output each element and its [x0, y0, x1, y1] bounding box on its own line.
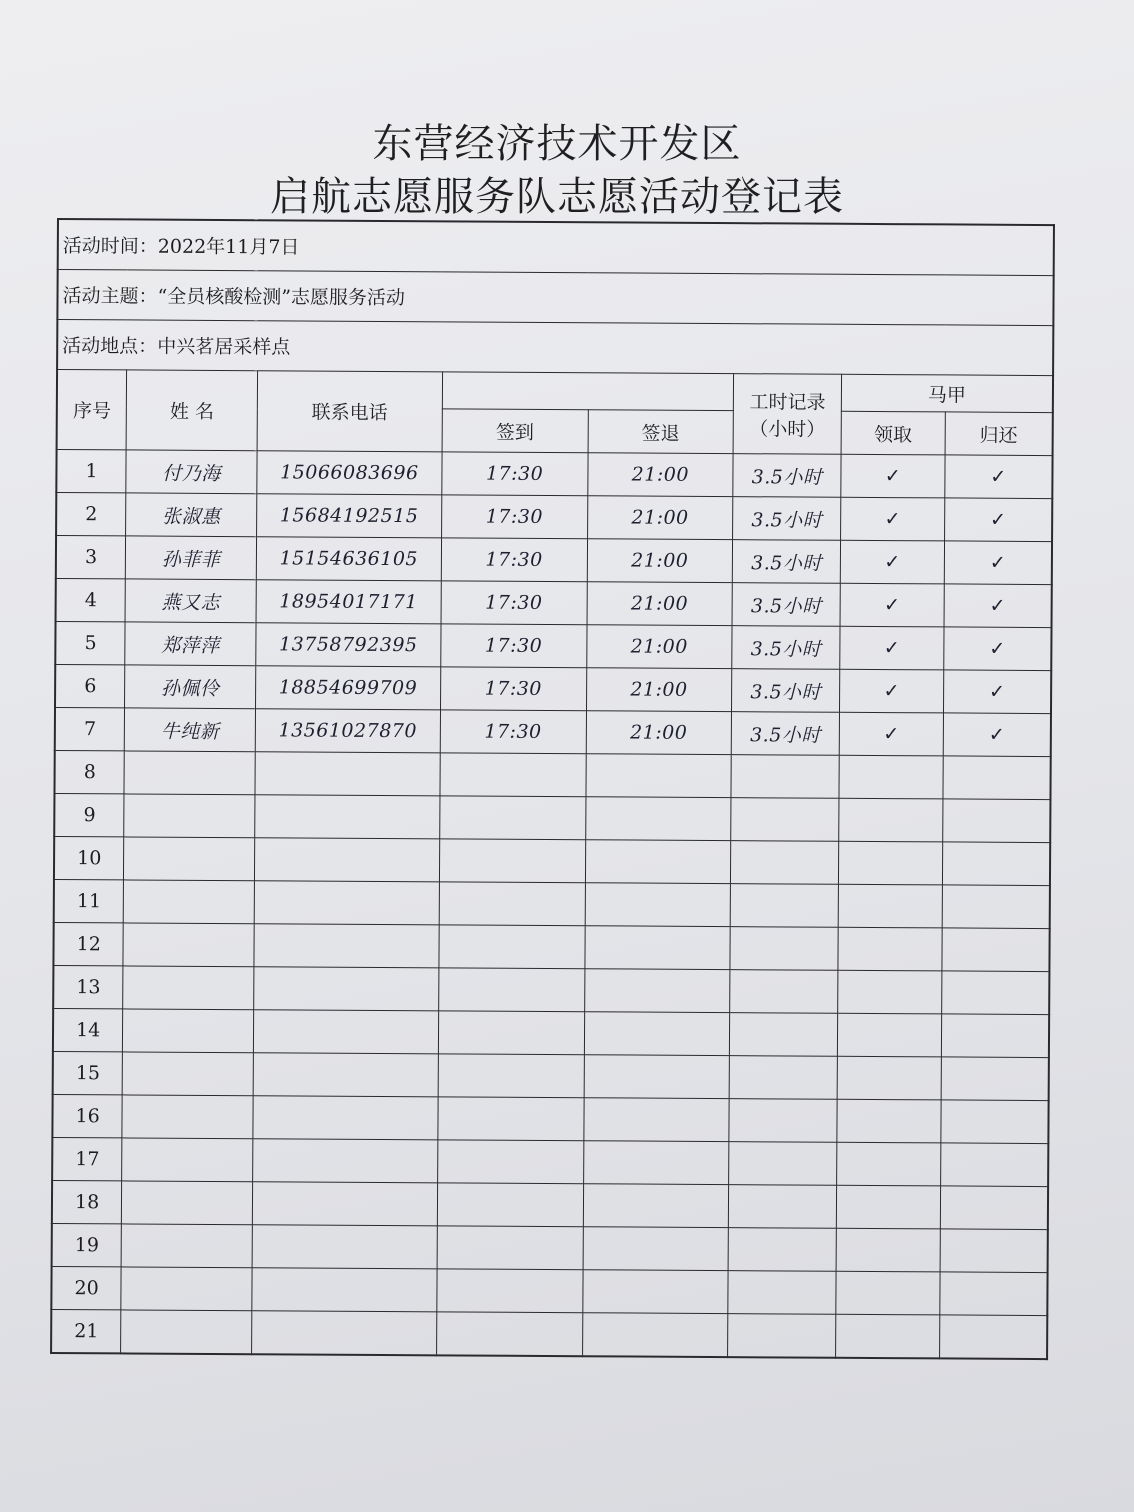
row-sign-out: 21:00: [587, 453, 733, 497]
row-seq: 12: [53, 922, 123, 965]
row-hours: [730, 884, 838, 928]
row-sign-out: 21:00: [586, 625, 732, 669]
row-return: [941, 971, 1049, 1015]
row-seq: 13: [53, 965, 123, 1008]
table-row: [53, 965, 1049, 1014]
row-seq: 8: [54, 750, 124, 793]
header-receive: 领取: [841, 411, 945, 455]
row-sign-in: 17:30: [440, 710, 586, 754]
row-sign-out: [584, 1012, 730, 1056]
row-hours: 3.5小时: [732, 583, 840, 627]
row-sign-in: [437, 1140, 583, 1184]
header-vest: 马甲: [841, 374, 1053, 412]
activity-time-value: 2022年11月7日: [157, 235, 300, 259]
row-return: [941, 1014, 1049, 1058]
table-row: [53, 922, 1049, 971]
row-seq: 17: [52, 1137, 122, 1180]
row-receive: [837, 1056, 941, 1100]
row-seq: 19: [52, 1223, 122, 1266]
row-hours: [728, 1314, 836, 1358]
header-hours-label: 工时记录: [749, 390, 826, 414]
row-return: [940, 1186, 1048, 1230]
table-row: [54, 879, 1050, 928]
row-hours: [729, 1056, 837, 1100]
row-sign-in: 17:30: [441, 538, 587, 582]
row-seq: 7: [55, 707, 125, 750]
row-sign-out: 21:00: [587, 582, 733, 626]
row-hours: 3.5小时: [731, 712, 839, 756]
row-phone: 13561027870: [255, 709, 440, 753]
row-phone: [252, 1182, 437, 1226]
row-sign-out: [584, 1055, 730, 1099]
row-seq: 20: [51, 1266, 121, 1309]
row-receive: [838, 884, 942, 928]
row-hours: 3.5小时: [732, 669, 840, 713]
row-sign-out: 21:00: [586, 668, 732, 712]
row-return: [941, 1100, 1049, 1144]
table-row: [52, 1137, 1048, 1186]
row-phone: [252, 1225, 437, 1269]
row-sign-in: 17:30: [440, 667, 586, 711]
form-title-line1: 东营经济技术开发区: [372, 121, 742, 167]
row-sign-in: [436, 1312, 582, 1356]
row-receive: ✓: [841, 497, 945, 541]
row-name: [123, 923, 254, 967]
row-hours: 3.5小时: [732, 626, 840, 670]
row-sign-in: 17:30: [441, 495, 587, 539]
activity-place-label: 活动地点：: [62, 335, 158, 358]
row-phone: [252, 1311, 437, 1356]
row-receive: ✓: [840, 540, 944, 584]
row-name: [124, 751, 255, 795]
row-hours: [728, 1271, 836, 1315]
row-receive: [837, 1099, 941, 1143]
row-hours: 3.5小时: [733, 540, 841, 584]
row-sign-in: [440, 753, 586, 797]
row-name: [122, 1095, 253, 1139]
activity-place-cell: [57, 320, 1053, 376]
activity-time-label: 活动时间：: [62, 235, 158, 258]
row-hours: 3.5小时: [733, 454, 841, 498]
row-receive: [836, 1228, 940, 1272]
row-seq: 18: [52, 1180, 122, 1223]
row-return: [943, 756, 1051, 800]
row-name: 孙菲菲: [126, 536, 257, 580]
row-hours: 3.5小时: [733, 497, 841, 541]
row-return: [942, 885, 1050, 929]
row-seq: 2: [56, 493, 126, 536]
row-sign-out: [584, 969, 730, 1013]
row-phone: 15154636105: [256, 537, 441, 581]
header-sign-in: 签到: [442, 409, 588, 453]
row-sign-in: [437, 1183, 583, 1227]
table-row: [54, 836, 1050, 885]
row-name: 郑萍萍: [125, 622, 256, 666]
row-seq: 4: [56, 578, 126, 621]
row-sign-out: [585, 797, 731, 841]
row-receive: [838, 970, 942, 1014]
row-seq: 14: [53, 1008, 123, 1051]
table-row: [56, 578, 1052, 627]
table-row: [54, 750, 1050, 799]
row-sign-in: [438, 1011, 584, 1055]
header-hours: [733, 374, 841, 455]
row-return: [942, 928, 1050, 972]
row-name: [124, 794, 255, 838]
table-row: [53, 1051, 1049, 1100]
row-return: ✓: [943, 713, 1051, 757]
header-sign-out: 签退: [588, 410, 734, 454]
row-seq: 6: [55, 664, 125, 707]
row-receive: [837, 1142, 941, 1186]
row-name: [123, 1009, 254, 1053]
row-hours: [729, 1142, 837, 1186]
table-row: [52, 1180, 1048, 1229]
table-row: [55, 664, 1051, 713]
row-name: 付乃海: [126, 450, 257, 494]
row-name: [122, 1181, 253, 1225]
row-sign-in: [439, 925, 585, 969]
row-sign-in: [440, 796, 586, 840]
row-receive: [839, 798, 943, 842]
registration-table: [50, 218, 1055, 1360]
header-sign-group: [442, 372, 734, 411]
row-sign-out: [583, 1227, 729, 1271]
row-receive: ✓: [840, 583, 944, 627]
row-return: [941, 1057, 1049, 1101]
table-row: [56, 450, 1052, 499]
row-sign-in: [439, 882, 585, 926]
row-sign-in: 17:30: [442, 452, 588, 496]
row-seq: 16: [52, 1094, 122, 1137]
header-seq: 序号: [57, 370, 127, 450]
activity-theme-value: “全员核酸检测”志愿服务活动: [157, 285, 406, 310]
row-name: [121, 1310, 252, 1354]
row-receive: [837, 1013, 941, 1057]
row-name: [122, 1138, 253, 1182]
row-phone: 18954017171: [256, 580, 441, 624]
row-phone: [252, 1268, 437, 1312]
table-row: [52, 1223, 1048, 1272]
row-name: 牛纯新: [125, 708, 256, 752]
row-phone: 15066083696: [257, 451, 442, 495]
row-name: 孙佩伶: [125, 665, 256, 709]
row-phone: 18854699709: [255, 666, 440, 710]
row-receive: [838, 927, 942, 971]
row-sign-in: [437, 1226, 583, 1270]
table-row: [55, 621, 1051, 670]
header-name: 姓 名: [126, 370, 257, 451]
activity-place-value: 中兴茗居采样点: [157, 335, 291, 359]
row-sign-out: [583, 1141, 729, 1185]
activity-theme-label: 活动主题：: [62, 285, 158, 308]
row-sign-in: [438, 968, 584, 1012]
row-return: ✓: [945, 455, 1053, 499]
row-sign-out: [584, 926, 730, 970]
table-row: [55, 707, 1051, 756]
row-sign-in: [437, 1269, 583, 1313]
row-sign-out: [583, 1184, 729, 1228]
header-return: 归还: [945, 412, 1053, 456]
table-row: [51, 1309, 1047, 1359]
row-phone: 15684192515: [257, 494, 442, 538]
row-sign-out: 21:00: [586, 711, 732, 755]
row-name: [124, 837, 255, 881]
row-phone: [254, 838, 439, 882]
row-return: ✓: [944, 541, 1052, 585]
row-return: ✓: [944, 584, 1052, 628]
row-sign-in: [439, 839, 585, 883]
row-name: [121, 1224, 252, 1268]
row-receive: [836, 1185, 940, 1229]
row-name: [124, 880, 255, 924]
row-sign-out: [585, 840, 731, 884]
row-return: [942, 842, 1050, 886]
row-receive: [839, 755, 943, 799]
row-return: ✓: [943, 627, 1051, 671]
row-receive: [836, 1271, 940, 1315]
row-sign-out: 21:00: [587, 539, 733, 583]
header-hours-unit: （小时）: [749, 417, 826, 441]
row-phone: [254, 967, 439, 1011]
row-return: [940, 1143, 1048, 1187]
row-seq: 1: [56, 450, 126, 493]
row-seq: 11: [54, 879, 124, 922]
table-row: [56, 536, 1052, 585]
row-phone: [253, 1096, 438, 1140]
row-name: [123, 966, 254, 1010]
row-name: [122, 1052, 253, 1096]
row-hours: [730, 1013, 838, 1057]
activity-theme-cell: [57, 270, 1053, 326]
row-sign-out: [583, 1098, 729, 1142]
row-sign-out: [585, 883, 731, 927]
row-return: [942, 799, 1050, 843]
row-hours: [729, 1185, 837, 1229]
header-phone: 联系电话: [257, 371, 442, 452]
row-receive: [836, 1314, 940, 1358]
row-receive: ✓: [840, 626, 944, 670]
row-hours: [731, 841, 839, 885]
row-seq: 15: [53, 1051, 123, 1094]
table-row: [52, 1094, 1048, 1143]
row-phone: [254, 924, 439, 968]
row-receive: ✓: [841, 454, 945, 498]
row-name: 燕又志: [125, 579, 256, 623]
row-sign-in: 17:30: [441, 581, 587, 625]
row-sign-in: [438, 1054, 584, 1098]
row-phone: [254, 881, 439, 925]
row-hours: [728, 1228, 836, 1272]
row-phone: [253, 1010, 438, 1054]
row-return: ✓: [943, 670, 1051, 714]
row-name: [121, 1267, 252, 1311]
row-hours: [730, 927, 838, 971]
row-sign-out: [586, 754, 732, 798]
row-receive: ✓: [839, 669, 943, 713]
row-sign-out: [582, 1270, 728, 1314]
row-seq: 3: [56, 536, 126, 579]
row-phone: [253, 1139, 438, 1183]
row-return: [939, 1315, 1047, 1359]
row-phone: [255, 795, 440, 839]
row-return: ✓: [944, 498, 1052, 542]
row-sign-in: 17:30: [441, 624, 587, 668]
row-hours: [729, 1099, 837, 1143]
table-row: [56, 493, 1052, 542]
row-hours: [731, 755, 839, 799]
row-sign-out: [582, 1313, 728, 1357]
row-phone: [253, 1053, 438, 1097]
table-row: [53, 1008, 1049, 1057]
row-sign-out: 21:00: [587, 496, 733, 540]
row-hours: [731, 798, 839, 842]
row-phone: [255, 752, 440, 796]
row-receive: [838, 841, 942, 885]
row-return: [940, 1229, 1048, 1273]
row-receive: ✓: [839, 712, 943, 756]
row-name: 张淑惠: [126, 493, 257, 537]
row-sign-in: [438, 1097, 584, 1141]
row-seq: 5: [55, 621, 125, 664]
row-seq: 9: [54, 793, 124, 836]
row-phone: 13758792395: [256, 623, 441, 667]
activity-time-cell: [58, 219, 1054, 276]
row-return: [940, 1272, 1048, 1316]
form-title-line2: 启航志愿服务队志愿活动登记表: [270, 174, 844, 220]
table-row: [54, 793, 1050, 842]
row-hours: [730, 970, 838, 1014]
row-seq: 21: [51, 1309, 121, 1353]
table-row: [51, 1266, 1047, 1315]
row-seq: 10: [54, 836, 124, 879]
